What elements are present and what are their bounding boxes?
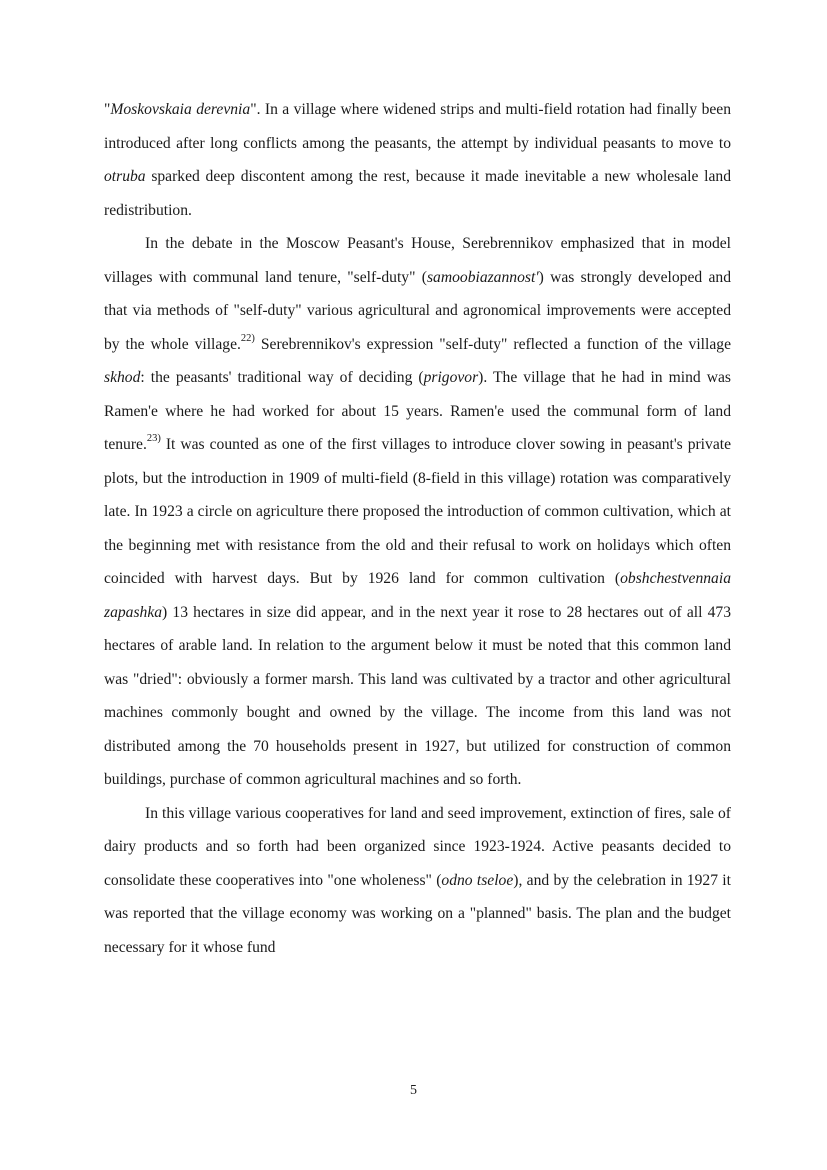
text-run: ), and by the celebration in 1927 it was reported that the village economy was working on a "planned" basis. The plan and the budget necessary for it whose fund xyxy=(104,871,731,956)
text-run: " xyxy=(104,101,111,118)
text-run: In this village various cooperatives for land and seed improvement, extinction of fires, sale of dairy products and so forth had been organized since 1923-1924. Active peasants decided to consolidate these cooperatives into "one wholeness" ( xyxy=(104,804,731,889)
text-run: sparked deep discontent among the rest, because it made inevitable a new wholesale land redistribution. xyxy=(104,168,731,219)
page-number: 5 xyxy=(410,1083,417,1098)
italic-term: odno tseloe xyxy=(441,871,514,889)
italic-term: Moskovskaia derevnia xyxy=(110,101,251,118)
italic-term: prigovor xyxy=(423,369,479,386)
paragraph-1 xyxy=(104,93,731,227)
text-run: ". In a village where widened strips and multi-field rotation had finally been introduced after long conflicts among the peasants, the attempt by individual peasants to move to xyxy=(104,101,732,152)
text-run: It was counted as one of the first villages to introduce clover sowing in peasant's private plots, but the introduction in 1909 of multi-field (8-field in this village) rotation was comparatively late. In 1923 a circle on agriculture there proposed the introduction of common cultivation, which at the beginning met with resistance from the old and their refusal to work on holidays which often coincided with harvest days. But by 1926 land for common cultivation ( xyxy=(104,436,731,587)
footnote-ref-22: 22) xyxy=(240,332,255,344)
text-run: ) 13 hectares in size did appear, and in the next year it rose to 28 hectares out of all 473 hectares of arable land. In relation to the argument below it must be noted that this common land was "dried": obviously a former marsh. This land was cultivated by a tractor and other agricultural machines commonly bought and owned by the village. The income from this land was not distributed among the 70 households present in 1927, but utilized for construction of common buildings, purchase of common agricultural machines and so forth. xyxy=(104,603,731,788)
text-run: Serebrennikov's expression "self-duty" reflected a function of the village xyxy=(254,335,731,353)
italic-term: samoobiazannost' xyxy=(426,268,539,286)
italic-term: otruba xyxy=(104,168,146,185)
text-run: In the debate in the Moscow Peasant's House, Serebrennikov emphasized that in model villages with communal land tenure, "self-duty" ( xyxy=(104,235,731,286)
italic-term: obshchestvennaia zapashka xyxy=(104,570,731,621)
italic-term: skhod xyxy=(104,369,141,386)
text-run: : the peasants' traditional way of deciding ( xyxy=(140,369,424,386)
footnote-ref-23: 23) xyxy=(146,433,161,444)
paragraph-2 xyxy=(104,227,731,797)
body-text xyxy=(104,93,731,964)
paragraph-3 xyxy=(104,797,731,965)
text-run: ) was strongly developed and that via methods of "self-duty" various agricultural and agronomical improvements were accepted by the whole village. xyxy=(104,268,731,353)
text-run: ). The village that he had in mind was Ramen'e where he had worked for about 15 years. Ramen'e used the communal form of land tenure. xyxy=(104,369,731,453)
